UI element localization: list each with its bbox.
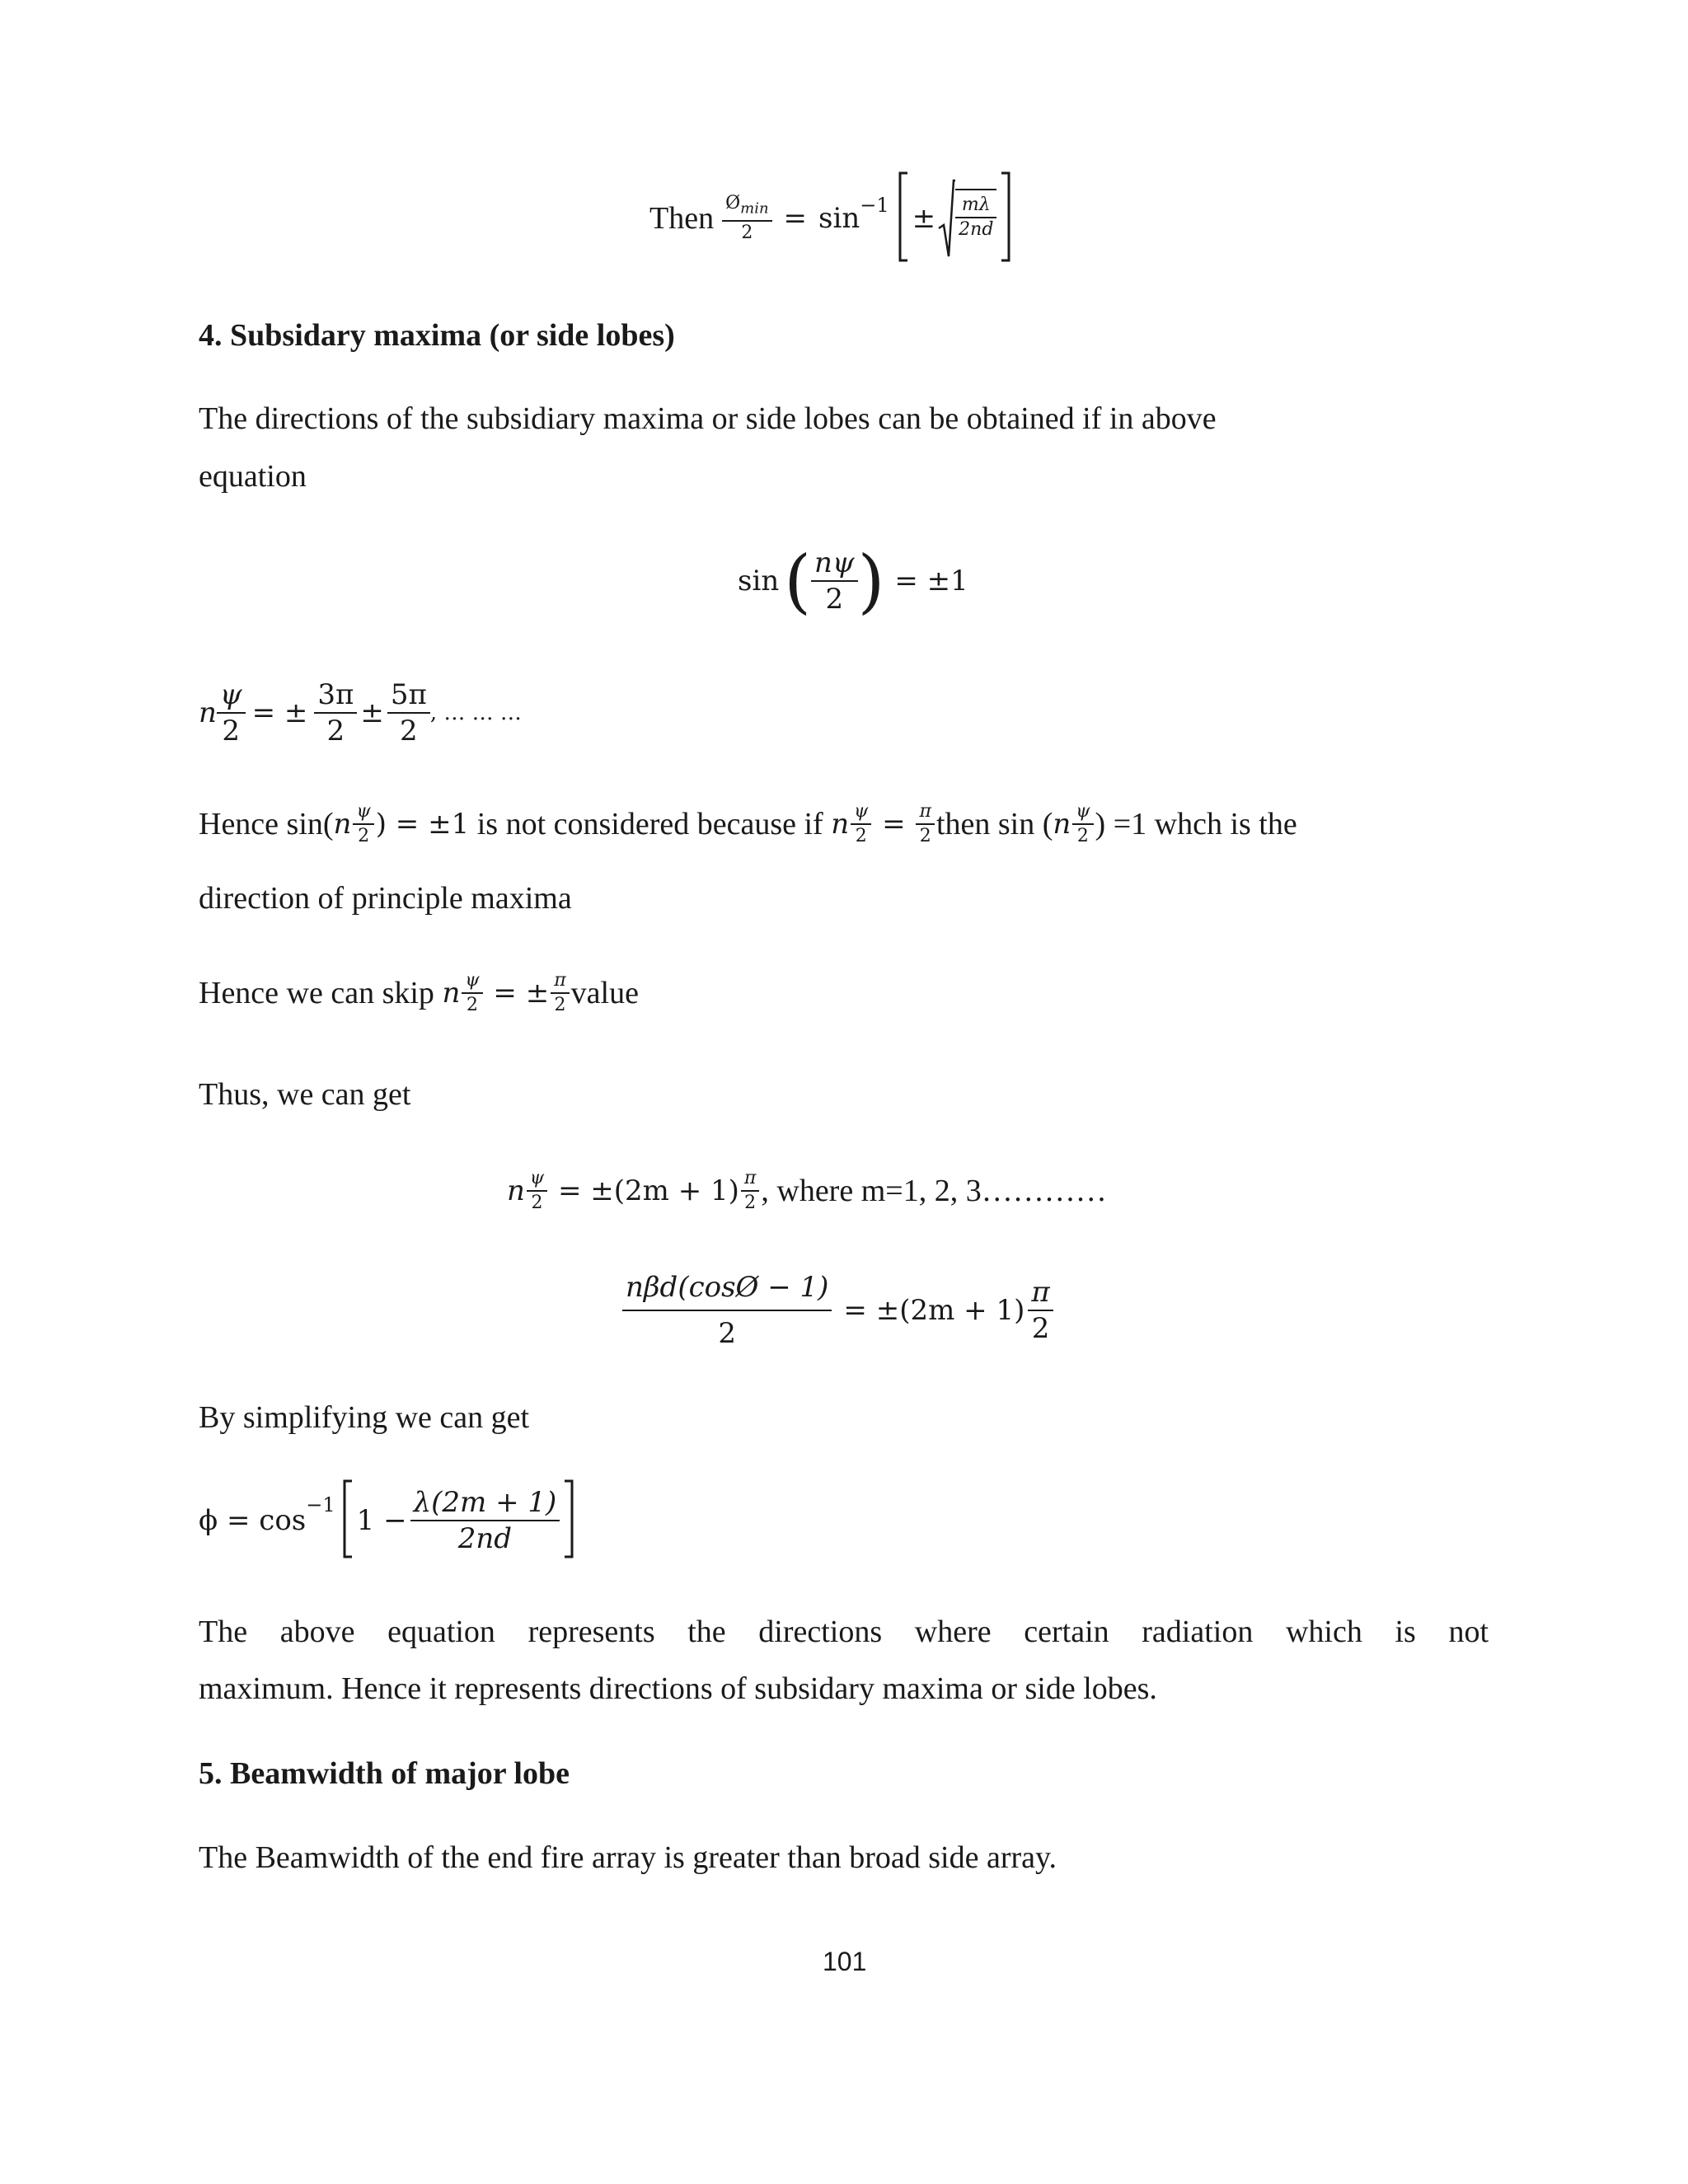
phi-equals-cos: ϕ = cos xyxy=(199,1504,307,1537)
psi-numerator: ψ xyxy=(217,677,246,714)
sin-function: sin xyxy=(738,565,780,598)
n-variable: n xyxy=(442,977,461,1010)
equation-phi xyxy=(199,1475,574,1566)
not-considered-text: is not considered because if xyxy=(469,807,832,841)
fraction-phi-min xyxy=(722,192,771,245)
fraction-m-lambda xyxy=(955,189,996,241)
hence-not-considered-line-1 xyxy=(199,795,1297,853)
left-bracket xyxy=(898,171,909,266)
fraction-beta xyxy=(622,1270,832,1351)
min-subscript: min xyxy=(740,199,769,218)
two-denominator: 2 xyxy=(1031,1312,1050,1345)
fraction-psi-2 xyxy=(851,800,871,848)
two-denominator: 2 xyxy=(358,826,370,846)
3pi-numerator: 3π xyxy=(314,677,357,714)
square-root xyxy=(937,177,955,260)
lambda-numerator: λ(2m + 1) xyxy=(410,1485,560,1521)
thus-we-can-get: Thus, we can get xyxy=(199,1077,411,1112)
above-equation-line-1: The above equation represents the directions where certain radiation which is not xyxy=(199,1615,1489,1649)
page-number: 101 xyxy=(823,1947,867,1976)
two-denominator: 2 xyxy=(531,1193,543,1213)
phi-min-numerator xyxy=(722,192,771,222)
left-bracket xyxy=(342,1479,354,1563)
fraction-psi-2 xyxy=(462,969,482,1017)
fraction-psi-2 xyxy=(527,1167,547,1215)
fraction-pi-2 xyxy=(741,1167,759,1215)
hence-skip-line xyxy=(199,964,639,1022)
two-denominator: 2 xyxy=(400,715,418,748)
n-variable: n xyxy=(1053,808,1071,841)
n-variable: n xyxy=(199,696,217,729)
equals-sign: = xyxy=(783,202,808,235)
ellipsis: , … … … xyxy=(429,701,522,725)
inverse-superscript: −1 xyxy=(306,1493,335,1516)
section-5-heading: 5. Beamwidth of major lobe xyxy=(199,1756,570,1791)
two-denominator: 2 xyxy=(718,1317,737,1350)
left-paren: ( xyxy=(784,541,812,621)
equals-sign: = xyxy=(873,808,915,841)
two-denominator: 2 xyxy=(326,715,345,748)
fraction-3pi-2 xyxy=(314,677,357,748)
fraction-pi-2 xyxy=(551,969,569,1017)
pi-numerator: π xyxy=(741,1167,759,1192)
psi-numerator: ψ xyxy=(851,800,871,825)
phi-symbol: Ø xyxy=(725,192,741,213)
equation-n-psi-values xyxy=(199,668,522,758)
2nd-denominator: 2nd xyxy=(457,1522,513,1555)
plus-minus-sign: ± xyxy=(912,202,936,235)
one-minus: 1 − xyxy=(356,1504,407,1537)
psi-numerator: ψ xyxy=(527,1167,547,1192)
plus-minus-sign: ± xyxy=(360,696,384,729)
equals-plus-minus-2m-plus-1: = ±(2m + 1) xyxy=(549,1174,739,1207)
fraction-psi-2 xyxy=(1072,800,1093,848)
m-lambda-numerator: mλ xyxy=(955,194,996,218)
whch-is-the-text: ) =1 whch is the xyxy=(1095,807,1297,841)
value-text: value xyxy=(570,976,639,1010)
fraction-pi-2 xyxy=(1028,1275,1053,1346)
two-denominator: 2 xyxy=(222,715,241,748)
psi-numerator: ψ xyxy=(353,800,373,825)
pi-numerator: π xyxy=(1028,1275,1053,1311)
pi-numerator: π xyxy=(916,800,934,825)
fraction-psi-2 xyxy=(353,800,373,848)
pi-numerator: π xyxy=(551,969,569,994)
equals-plus-minus-one: = ±1 xyxy=(894,565,968,598)
two-denominator: 2 xyxy=(919,826,931,846)
fraction-lambda xyxy=(410,1485,560,1556)
above-equation-line-2: maximum. Hence it represents directions of subsidary maxima or side lobes. xyxy=(199,1671,1157,1706)
equals-plus-minus-one: ) = ±1 xyxy=(375,808,470,841)
equals-plus-minus: = ± xyxy=(251,696,308,729)
hence-skip-text: Hence we can skip xyxy=(199,976,443,1010)
psi-numerator: ψ xyxy=(462,969,482,994)
fraction-psi-2 xyxy=(217,677,246,748)
inverse-superscript: −1 xyxy=(860,194,889,217)
n-variable: n xyxy=(507,1174,525,1207)
two-denominator: 2 xyxy=(744,1193,757,1213)
equation-where-m xyxy=(507,1158,1107,1224)
sin-function: sin xyxy=(818,202,860,235)
n-variable: n xyxy=(333,808,352,841)
n-variable: n xyxy=(831,808,850,841)
two-denominator: 2 xyxy=(554,995,566,1015)
5pi-numerator: 5π xyxy=(387,677,430,714)
beta-numerator: nβd(cosØ − 1) xyxy=(622,1270,832,1311)
fraction-pi-2 xyxy=(916,800,934,848)
two-denominator: 2 xyxy=(1076,826,1089,846)
where-m-text: , where m=1, 2, 3………… xyxy=(761,1174,1107,1208)
hence-sin-text: Hence sin( xyxy=(199,807,334,841)
equation-beta xyxy=(622,1265,1053,1356)
phi-min-denominator: 2 xyxy=(741,223,753,244)
equation-then xyxy=(649,169,1011,268)
then-word: Then xyxy=(649,201,715,236)
fraction-n-psi xyxy=(811,546,858,616)
n-psi-denominator: 2 xyxy=(825,583,844,616)
then-sin-text: then sin ( xyxy=(935,807,1053,841)
2nd-denominator: 2nd xyxy=(959,219,994,240)
right-bracket xyxy=(1000,171,1011,266)
psi-numerator: ψ xyxy=(1072,800,1093,825)
by-simplifying: By simplifying we can get xyxy=(199,1400,530,1435)
n-psi-numerator: nψ xyxy=(811,546,858,582)
equals-plus-minus-2m-plus-1: = ±(2m + 1) xyxy=(843,1294,1025,1327)
section-4-intro-line-2: equation xyxy=(199,459,307,494)
hence-not-considered-line-2: direction of principle maxima xyxy=(199,881,572,916)
two-denominator: 2 xyxy=(466,995,478,1015)
right-bracket xyxy=(563,1479,574,1563)
equals-plus-minus: = ± xyxy=(484,977,550,1010)
section-4-intro-line-1: The directions of the subsidiary maxima or side lobes can be obtained if in above xyxy=(199,401,1217,436)
section-4-heading: 4. Subsidary maxima (or side lobes) xyxy=(199,318,675,353)
equation-sin-n-psi xyxy=(738,536,968,626)
section-5-text: The Beamwidth of the end fire array is greater than broad side array. xyxy=(199,1840,1057,1875)
right-paren: ) xyxy=(857,541,885,621)
fraction-5pi-2 xyxy=(387,677,430,748)
two-denominator: 2 xyxy=(855,826,867,846)
